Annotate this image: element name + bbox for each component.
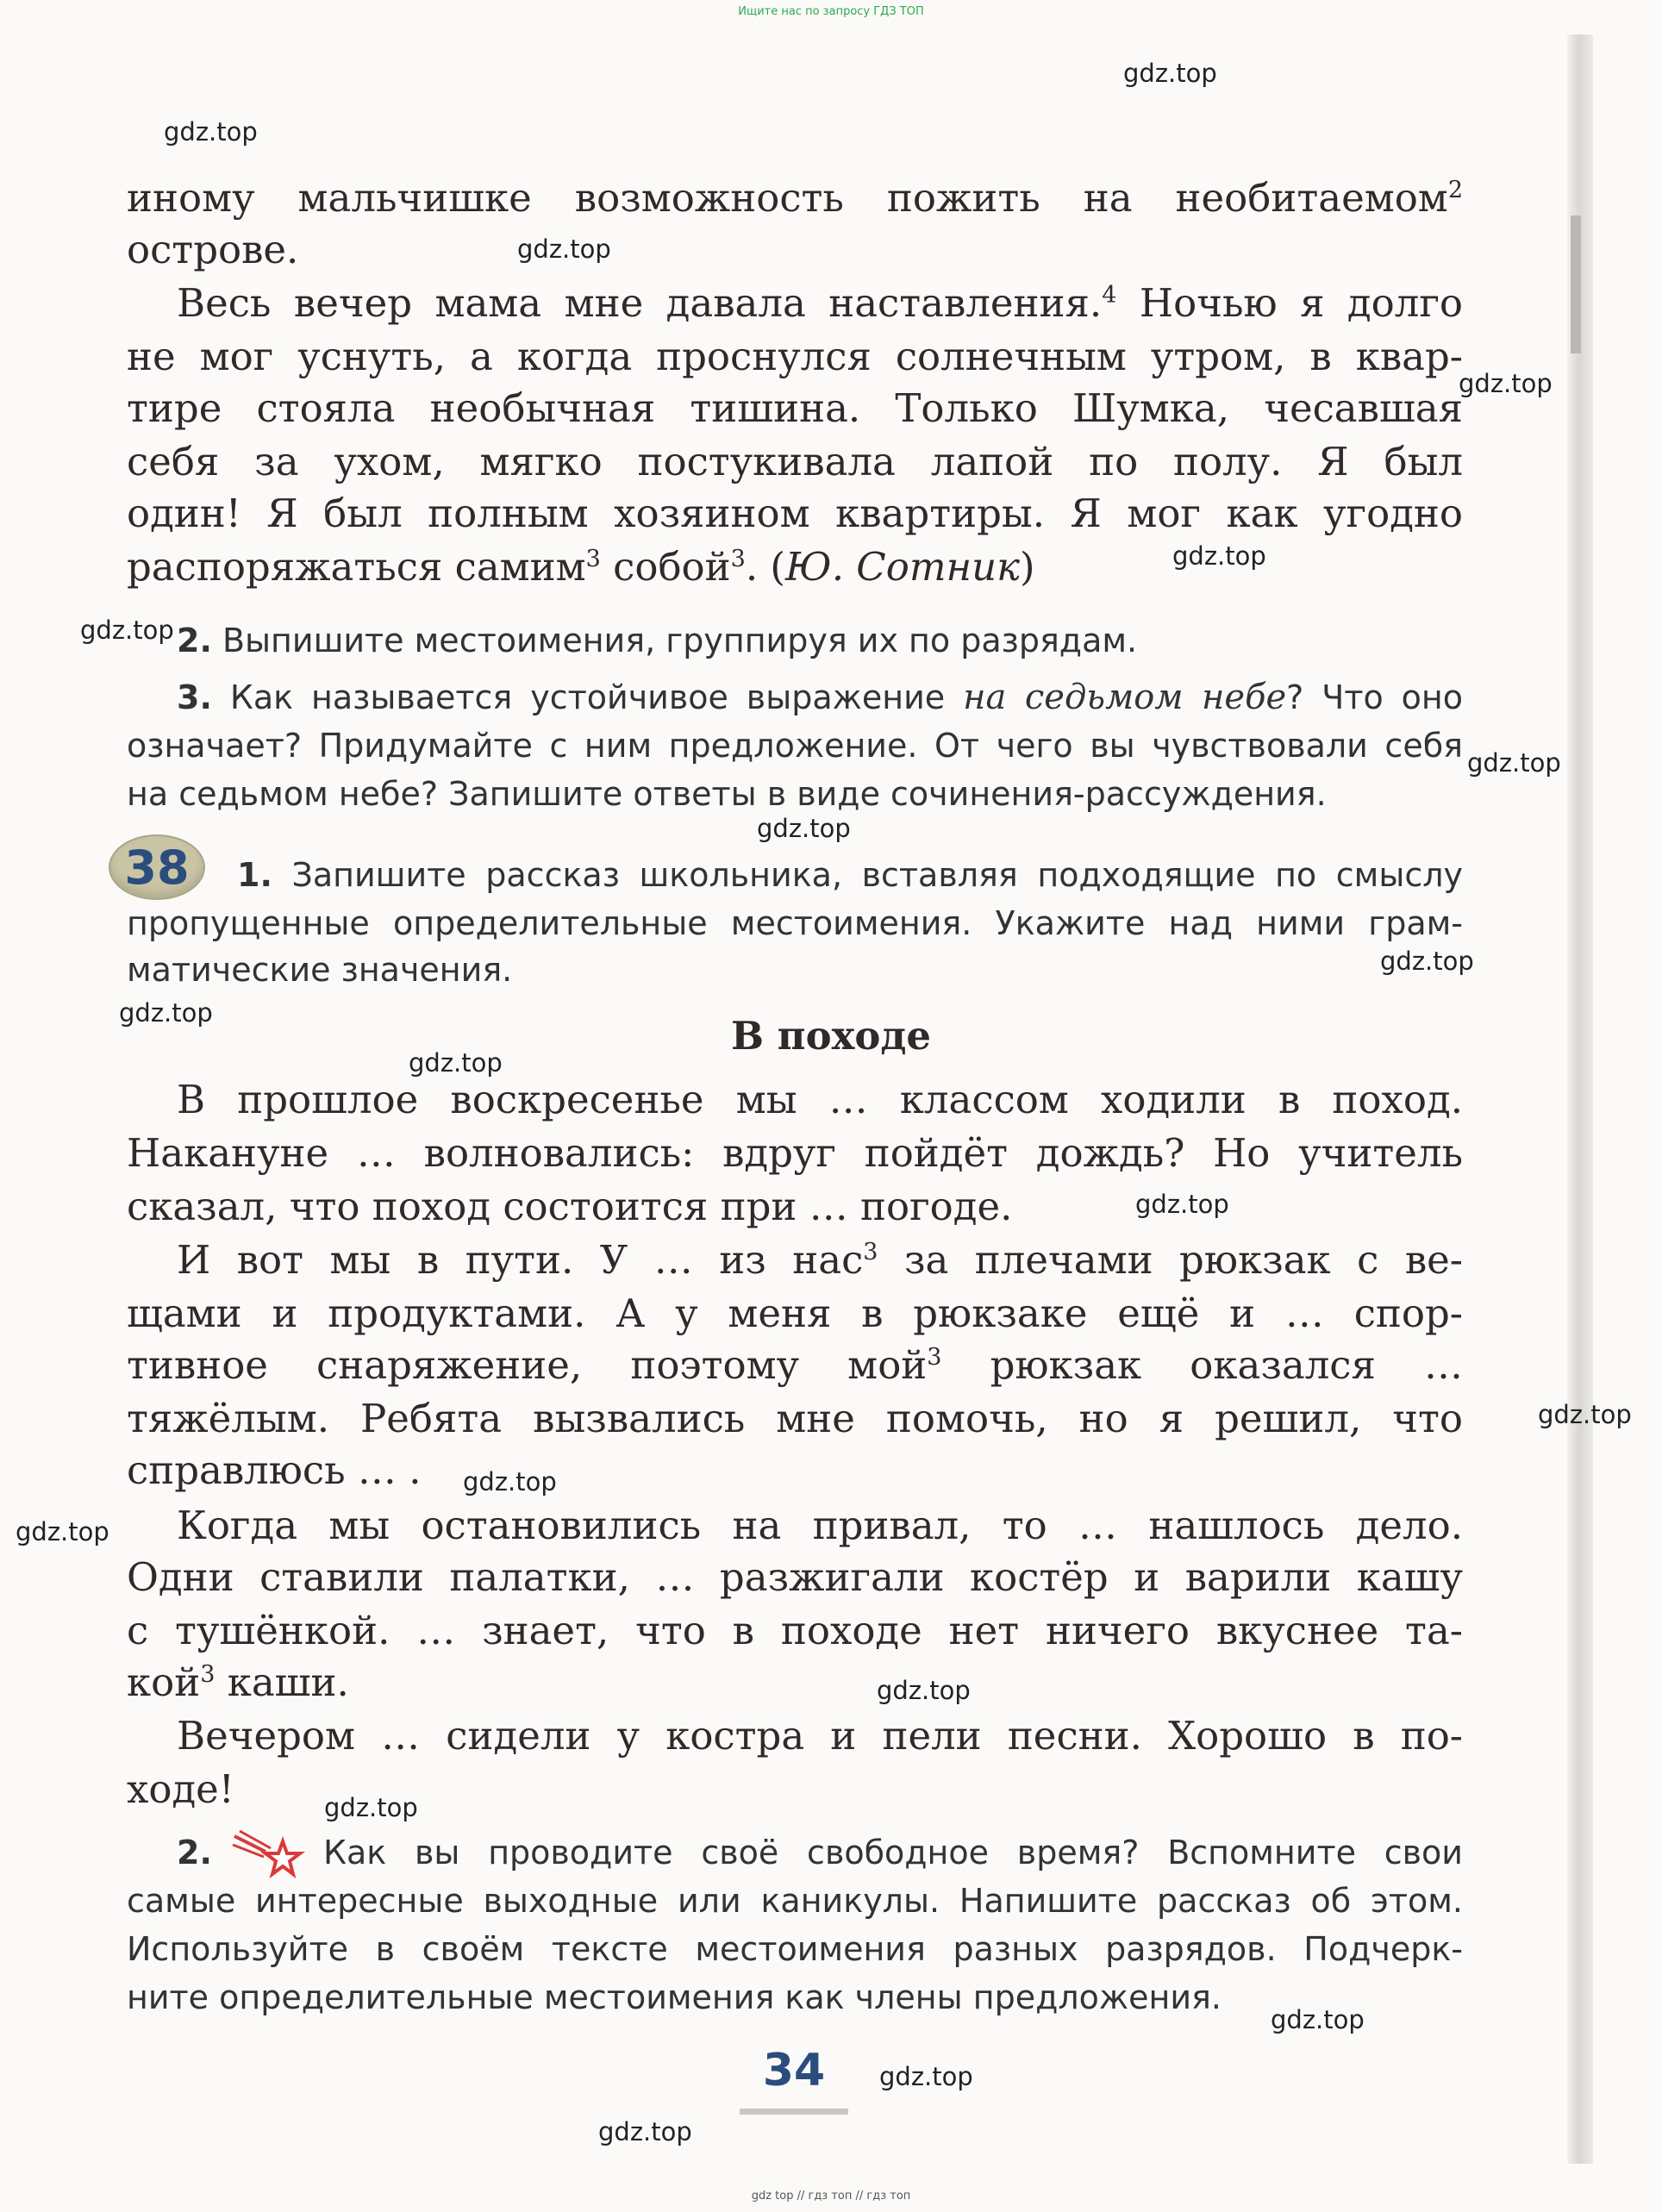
text-line: Одни ставили палатки, … разжигали костёр и варили кашу [127,1554,1463,1600]
task-line: 3. Как называется устойчивое выражение на седьмом небе? Что оно [177,678,1464,717]
text-line: иному мальчишке возможность пожить на необитаемом$^2$ [127,175,1463,221]
text-line: щами и продуктами. А у меня в рюкзаке ещё и … спор- [127,1290,1463,1336]
story-title: В походе [730,1013,932,1059]
text-line: Когда мы остановились на привал, то … нашлось дело. [177,1503,1463,1548]
page-spine-shadow [1567,34,1593,2164]
task-number: 2. [177,622,212,659]
text-line: В прошлое воскресенье мы … классом ходили в поход. [177,1077,1463,1122]
watermark: gdz.top [1459,369,1553,398]
watermark: gdz.top [598,2117,692,2146]
text-line: не мог уснуть, а когда проснулся солнечным утром, в квар- [127,334,1463,379]
text-line: кой$^3$ каши. [127,1659,349,1705]
text-line: И вот мы в пути. У … из нас$^3$ за плечами рюкзак с ве- [177,1237,1463,1283]
page-spine-mark [1571,216,1581,353]
watermark: gdz.top [409,1048,503,1078]
text-line: тире стояла необычная тишина. Только Шумка, чесавшая [127,385,1463,431]
exercise-number-badge: 38 [109,834,205,900]
text-line: острове. [127,227,299,272]
page-number: 34 [762,2045,826,2096]
text-line: тяжёлым. Ребята вызвались мне помочь, но я решил, что [127,1396,1463,1441]
text-line: Накануне … волновались: вдруг пойдёт дождь? Но учитель [127,1130,1463,1176]
watermark: gdz.top [80,615,174,645]
idiom-phrase: на седьмом небе [963,678,1287,717]
watermark: gdz.top [517,234,611,264]
footer-note: gdz top // гдз топ // гдз топ [751,2190,911,2203]
watermark: gdz.top [879,2062,973,2091]
task-line: 1. Запишите рассказ школьника, вставляя подходящие по смыслу [237,856,1463,894]
watermark: gdz.top [16,1517,109,1547]
task-number: 1. [237,856,272,894]
text-line: себя за ухом, мягко постукивала лапой по полу. Я был [127,439,1463,484]
task-line: означает? Придумайте с ним предложение. От чего вы чувствовали себя [127,727,1463,765]
creative-task-star-icon [231,1829,307,1879]
task-line: Используйте в своём тексте местоимения разных разрядов. Подчерк- [127,1930,1463,1968]
text-line: один! Я был полным хозяином квартиры. Я мог как угодно [127,491,1463,536]
watermark: gdz.top [1380,947,1474,976]
watermark: gdz.top [1467,748,1561,778]
task-line: на седьмом небе? Запишите ответы в виде сочинения-рассуждения. [127,775,1327,813]
watermark: gdz.top [877,1676,971,1705]
task-line: матические значения. [127,951,513,989]
text-line: распоряжаться самим$^3$ собой$^3$. (Ю. Сотник) [127,544,1035,590]
watermark: gdz.top [1538,1400,1632,1429]
task-line: Как вы проводите своё свободное время? Вспомните свои [323,1834,1463,1871]
page-number-underline [740,2109,848,2115]
watermark: gdz.top [757,814,851,843]
text-line: Вечером … сидели у костра и пели песни. Хорошо в по- [177,1713,1463,1759]
text-line: с тушёнкой. … знает, что в походе нет ничего вкуснее та- [127,1608,1463,1653]
task-line: самые интересные выходные или каникулы. Напишите рассказ об этом. [127,1882,1463,1920]
watermark: gdz.top [1135,1190,1229,1219]
watermark: gdz.top [1271,2005,1365,2034]
watermark: gdz.top [324,1793,418,1822]
task-line: ните определительные местоимения как члены предложения. [127,1978,1222,2016]
author-name: Ю. Сотник [785,544,1020,590]
text-line: Весь вечер мама мне давала наставления.$^4$ Ночью я долго [177,280,1463,326]
task-line: пропущенные определительные местоимения. Укажите над ними грам- [127,904,1463,942]
text-line: ходе! [127,1766,234,1812]
task-line: 2. Выпишите местоимения, группируя их по разрядам. [177,622,1138,659]
watermark: gdz.top [119,998,213,1028]
text-line: сказал, что поход состоится при … погоде. [127,1184,1013,1229]
task-number: 2. [177,1834,212,1871]
watermark: gdz.top [463,1467,557,1497]
watermark: gdz.top [164,117,258,147]
header-note: Ищите нас по запросу ГДЗ ТОП [738,5,924,18]
watermark: gdz.top [1123,59,1217,88]
task-number: 3. [177,678,212,716]
text-line: тивное снаряжение, поэтому мой$^3$ рюкзак оказался … [127,1342,1463,1388]
watermark: gdz.top [1172,541,1266,571]
text-line: справлюсь … . [127,1447,422,1493]
